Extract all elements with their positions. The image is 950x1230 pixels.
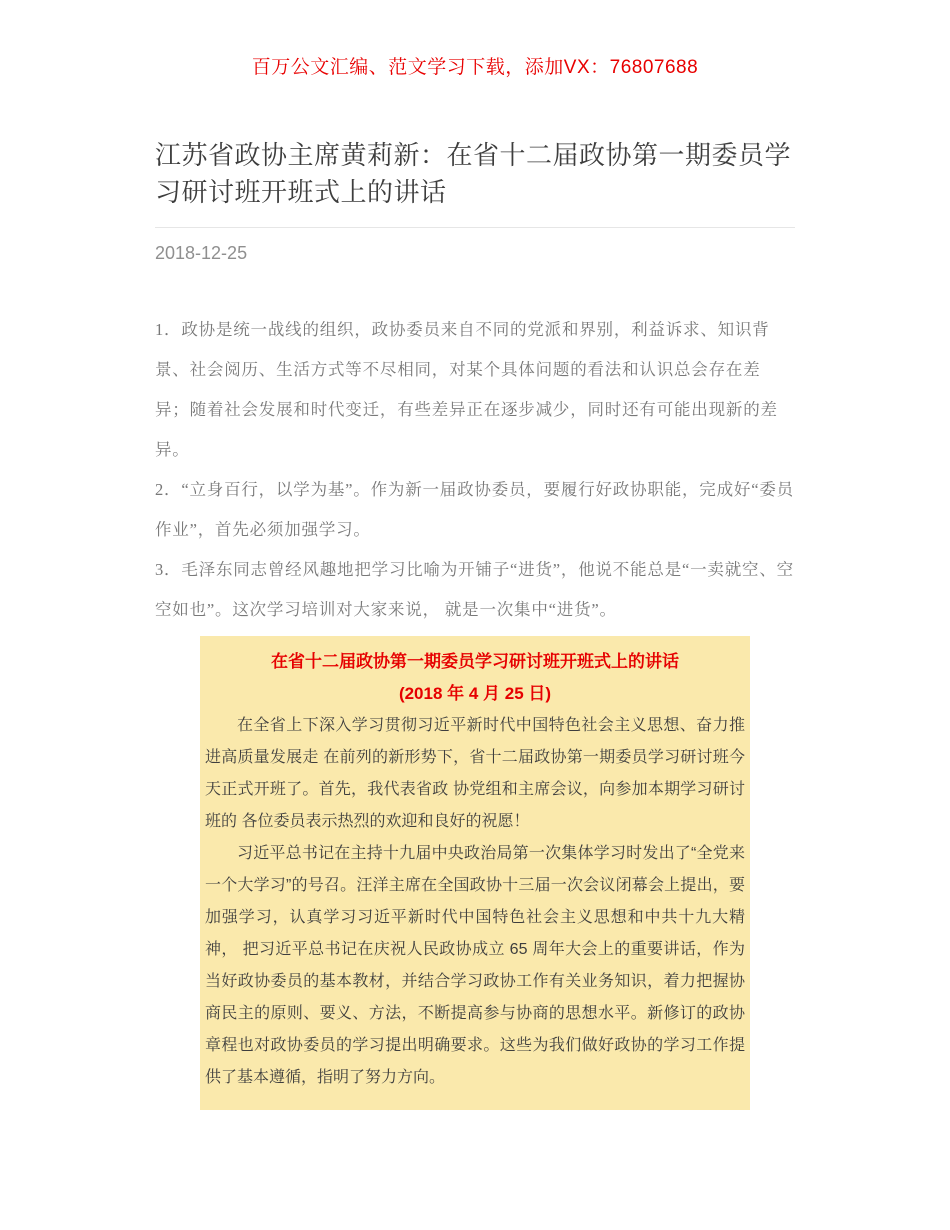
speech-paragraph: 在全省上下深入学习贯彻习近平新时代中国特色社会主义思想、奋力推进高质量发展走 在前列的新形势下，省十二届政协第一期委员学习研讨班今天正式开班了。首先，我代表省政 协党组和主席会议，向参加本期学习研讨班的 各位委员表示热烈的欢迎和良好的祝愿！ (205, 717, 745, 830)
speech-paragraph: 习近平总书记在主持十九届中央政治局第一次集体学习时发出了“全党来一个大学习”的号召。汪洋主席在全国政协十三届一次会议闭幕会上提出，要加强学习，认真学习习近平新时代中国特色社会主义思想和中共十九大精神， 把习近平总书记在庆祝人民政协成立 65 周年大会上的重要讲话，作为当好政协委员的基本教材，并结合学习政协工作有关业务知识，着力把握协商民主的原则、要义、方法，不断提高参与协商的思想水平。新修订的政协章程也对政协委员的学习提出明确要求。这些为我们做好政协的学习工作提供了基本遵循，指明了努力方向。 (205, 845, 745, 1086)
speech-body (205, 710, 745, 1094)
article (140, 137, 810, 1110)
speech-date-subtitle: (2018 年 4 月 25 日) (398, 684, 552, 703)
article-body (155, 310, 795, 630)
body-paragraph: 1．政协是统一战线的组织，政协委员来自不同的党派和界别，利益诉求、知识背景、社会阅历、生活方式等不尽相同，对某个具体问题的看法和认识总会存在差异；随着社会发展和时代变迁，有些差异正在逐步减少，同时还有可能出现新的差异。 (155, 320, 778, 459)
speech-title: 在省十二届政协第一期委员学习研讨班开班式上的讲话 (271, 652, 679, 671)
body-paragraph: 3．毛泽东同志曾经风趣地把学习比喻为开铺子“进货”，他说不能总是“一卖就空、空空如也”。这次学习培训对大家来说， 就是一次集中“进货”。 (155, 560, 794, 619)
title-divider (155, 227, 795, 228)
speech-highlight-box (200, 636, 750, 1110)
promo-banner: 百万公文汇编、范文学习下载，添加VX：76807688 (251, 57, 699, 78)
publish-date: 2018-12-25 (155, 243, 248, 263)
body-paragraph: 2．“立身百行，以学为基”。作为新一届政协委员，要履行好政协职能，完成好“委员作业”，首先必须加强学习。 (155, 480, 794, 539)
page-title: 江苏省政协主席黄莉新：在省十二届政协第一期委员学习研讨班开班式上的讲话 (155, 140, 792, 207)
article-content (140, 137, 810, 1110)
